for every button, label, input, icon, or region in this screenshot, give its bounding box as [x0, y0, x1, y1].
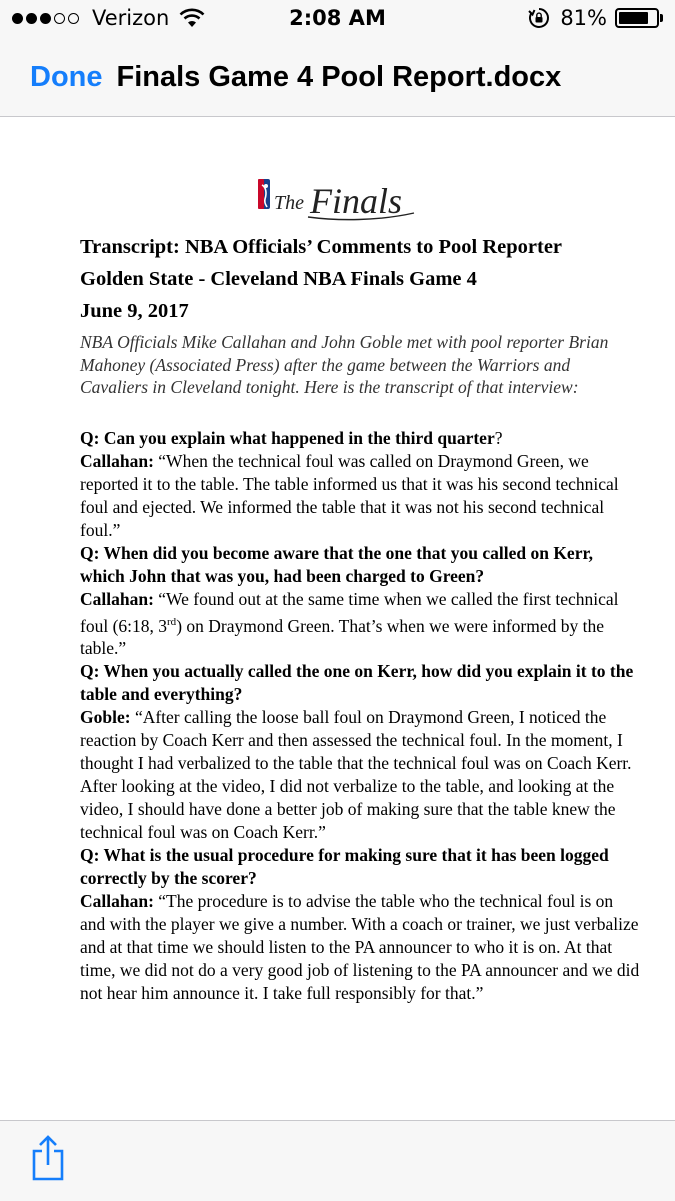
nav-bar [0, 38, 675, 117]
nba-finals-logo [258, 177, 418, 223]
document-title: Finals Game 4 Pool Report.docx [116, 60, 562, 93]
battery-tip [660, 14, 663, 22]
answer-3 [80, 706, 640, 844]
answer-text-cont: ) on Draymond Green. That’s when we were informed by the table.” [80, 615, 604, 659]
transcript-date: June 9, 2017 [80, 300, 189, 322]
answer-4 [80, 890, 640, 1005]
intro-paragraph: NBA Officials Mike Callahan and John Goble met with pool reporter Brian Mahoney (Associated Press) after the game between the Warriors and Cavaliers in Cleveland tonight. Here is the transcript of that interview: [80, 332, 609, 397]
carrier-name: Verizon [92, 6, 170, 30]
answer-text: “We found out at the same time when we called the first technical foul (6:18, 3 [80, 588, 619, 636]
question-2 [80, 542, 640, 588]
speaker-label: Callahan: [80, 450, 154, 471]
speaker-label: Goble: [80, 707, 131, 728]
question-3 [80, 660, 640, 706]
question-text: Q: When you actually called the one on Kerr, how did you explain it to the table and everything? [80, 661, 634, 705]
transcript-heading: Transcript: NBA Officials’ Comments to Pool Reporter [80, 236, 563, 258]
answer-superscript: rd [167, 615, 177, 628]
speaker-label: Callahan: [80, 588, 154, 609]
qa-section [80, 427, 640, 1006]
answer-text: “When the technical foul was called on Draymond Green, we reported it to the table. The table informed us that it was his second technical foul and ejected. We informed the table that it was not his second technical foul.” [80, 450, 619, 540]
status-time: 2:08 AM [289, 6, 386, 30]
question-text: Q: What is the usual procedure for making sure that it has been logged correctly by the scorer? [80, 845, 609, 889]
game-subheading: Golden State - Cleveland NBA Finals Game 4 [80, 268, 477, 290]
svg-text:The: The [274, 192, 304, 214]
document-viewer[interactable] [0, 117, 675, 1120]
battery-percentage: 81% [560, 6, 607, 30]
question-text: Q: Can you explain what happened in the third quarter [80, 427, 495, 448]
answer-2 [80, 588, 640, 661]
done-button[interactable]: Done [30, 60, 103, 93]
answer-text: “The procedure is to advise the table who the technical foul is on and with the player we give a number. With a coach or trainer, we just verbalize and at that time we should listen to the PA announcer to who it is on. At that time, we did not do a very good job of listening to the PA announcer and we did not hear him announce it. I take full responsibly for that.” [80, 891, 640, 1004]
status-right [528, 6, 663, 30]
question-4 [80, 844, 640, 890]
status-bar [0, 0, 675, 38]
document-body [80, 233, 640, 1005]
battery-fill [619, 12, 648, 24]
svg-text:Finals: Finals [310, 181, 403, 221]
battery-icon [615, 8, 659, 28]
speaker-label: Callahan: [80, 891, 154, 912]
question-1 [80, 427, 640, 450]
bottom-toolbar [0, 1120, 675, 1201]
question-tail: ? [494, 427, 503, 448]
answer-text: “After calling the loose ball foul on Draymond Green, I noticed the reaction by Coach Kerr and then assessed the technical foul. In the moment, I thought I had verbalized to the table that the technical foul was on Coach Kerr. After looking at the video, I did not verbalize to the table, and looking at the video, I should have done a better job of making sure that the table knew the technical foul was on Coach Kerr.” [80, 707, 632, 843]
answer-1 [80, 450, 640, 542]
question-text: Q: When did you become aware that the one that you called on Kerr, which John that was you, had been charged to Green? [80, 542, 594, 586]
rotation-lock-icon [528, 7, 550, 29]
share-icon[interactable] [30, 1135, 66, 1181]
